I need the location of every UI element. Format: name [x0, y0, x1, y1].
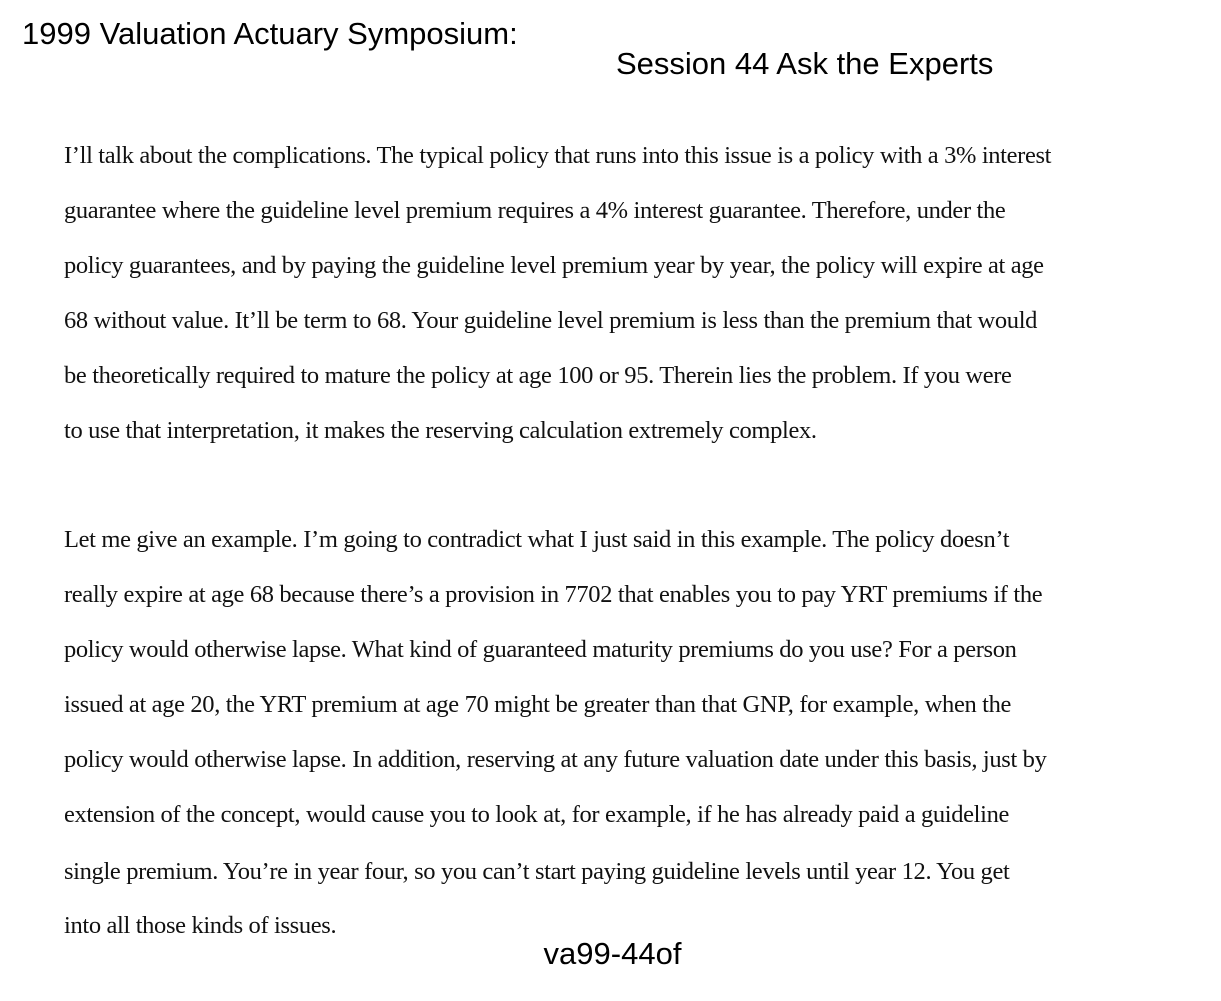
paragraph-line: policy would otherwise lapse. In addition, reserving at any future valuation date under this basis, just by — [64, 746, 1047, 773]
paragraph-line: single premium. You’re in year four, so you can’t start paying guideline levels until year 12. You get — [64, 858, 1010, 885]
paragraph-line: issued at age 20, the YRT premium at age 70 might be greater than that GNP, for example, when the — [64, 691, 1012, 718]
paragraph-line: really expire at age 68 because there’s a provision in 7702 that enables you to pay YRT premiums if the — [64, 581, 1043, 608]
paragraph-line: policy guarantees, and by paying the guideline level premium year by year, the policy will expire at age — [64, 252, 1044, 279]
symposium-title: 1999 Valuation Actuary Symposium: — [22, 16, 518, 51]
document-code: va99-44of — [543, 936, 682, 971]
paragraph-line: 68 without value. It’ll be term to 68. Your guideline level premium is less than the premium that would — [64, 307, 1038, 334]
paragraph-line: into all those kinds of issues. — [64, 912, 337, 939]
session-title: Session 44 Ask the Experts — [616, 46, 994, 81]
paragraph-line: I’ll talk about the complications. The typical policy that runs into this issue is a policy with a 3% interest — [64, 142, 1052, 169]
paragraph-line: Let me give an example. I’m going to contradict what I just said in this example. The policy doesn’t — [64, 526, 1010, 553]
paragraph-line: to use that interpretation, it makes the reserving calculation extremely complex. — [64, 417, 817, 444]
paragraph-line: policy would otherwise lapse. What kind of guaranteed maturity premiums do you use? For a person — [64, 636, 1017, 663]
paragraph-line: guarantee where the guideline level premium requires a 4% interest guarantee. Therefore, under the — [64, 197, 1006, 224]
paragraph-line: be theoretically required to mature the policy at age 100 or 95. Therein lies the problem. If you were — [64, 362, 1012, 389]
paragraph-line: extension of the concept, would cause you to look at, for example, if he has already paid a guideline — [64, 801, 1010, 828]
